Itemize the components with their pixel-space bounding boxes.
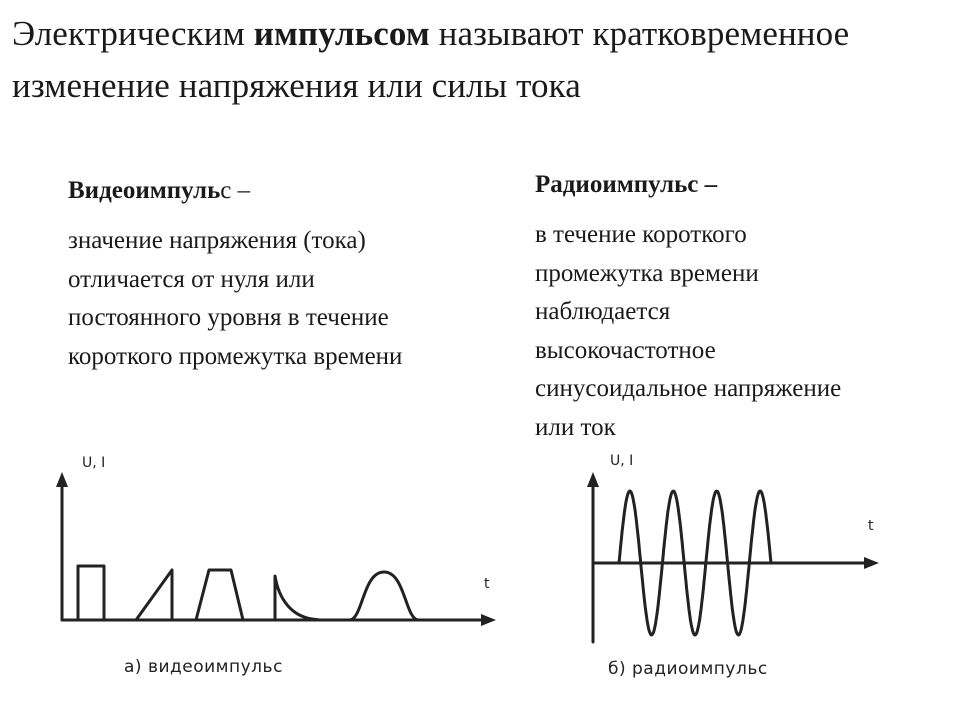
radio-x-axis-label: t [868, 518, 874, 534]
slide-title [12, 8, 952, 112]
video-pulse-heading [68, 172, 508, 210]
x-axis-arrow-icon [481, 614, 496, 626]
video-pulse-caption: а) видеоимпульс [124, 657, 283, 677]
radio-pulse-caption: б) радиоимпульс [608, 659, 768, 679]
video-pulse-graph [0, 430, 520, 700]
rectangular-pulse [78, 566, 104, 620]
video-y-axis-label: U, I [82, 455, 106, 471]
title-bold-term: импульсом [253, 14, 430, 53]
sawtooth-pulse [136, 570, 172, 620]
trapezoidal-pulse [196, 570, 243, 620]
video-pulse-heading-rest: с – [220, 177, 251, 204]
video-pulse-definition [68, 172, 508, 376]
video-pulse-description: значение напряжения (тока) отличается от нуля или постоянного уровня в течение короткого промежутка времени [68, 227, 403, 370]
radio-y-axis-label: U, I [610, 453, 634, 469]
radio-pulse-definition [535, 166, 945, 447]
radio-pulse-heading [535, 166, 945, 204]
radio-pulse-diagram [560, 430, 960, 700]
y-axis-arrow-icon [587, 472, 599, 487]
exponential-pulse [275, 576, 320, 620]
y-axis-arrow-icon [56, 472, 68, 487]
title-part-2: называют кратковременное изменение напряжения или силы тока [12, 14, 850, 105]
radio-pulse-description: в течение короткого промежутка времени наблюдается высокочастотное синусоидальное напряжение или ток [535, 221, 842, 441]
radio-pulse-heading-bold: Радиоимпульс – [535, 171, 718, 198]
bell-pulse [350, 572, 418, 620]
video-pulse-heading-bold: Видеоимпуль [68, 177, 221, 204]
video-pulse-diagram [0, 430, 520, 700]
radio-pulse-graph [560, 430, 960, 700]
x-axis-arrow-icon [864, 557, 879, 569]
title-part-1: Электрическим [12, 14, 254, 53]
video-x-axis-label: t [484, 576, 490, 592]
